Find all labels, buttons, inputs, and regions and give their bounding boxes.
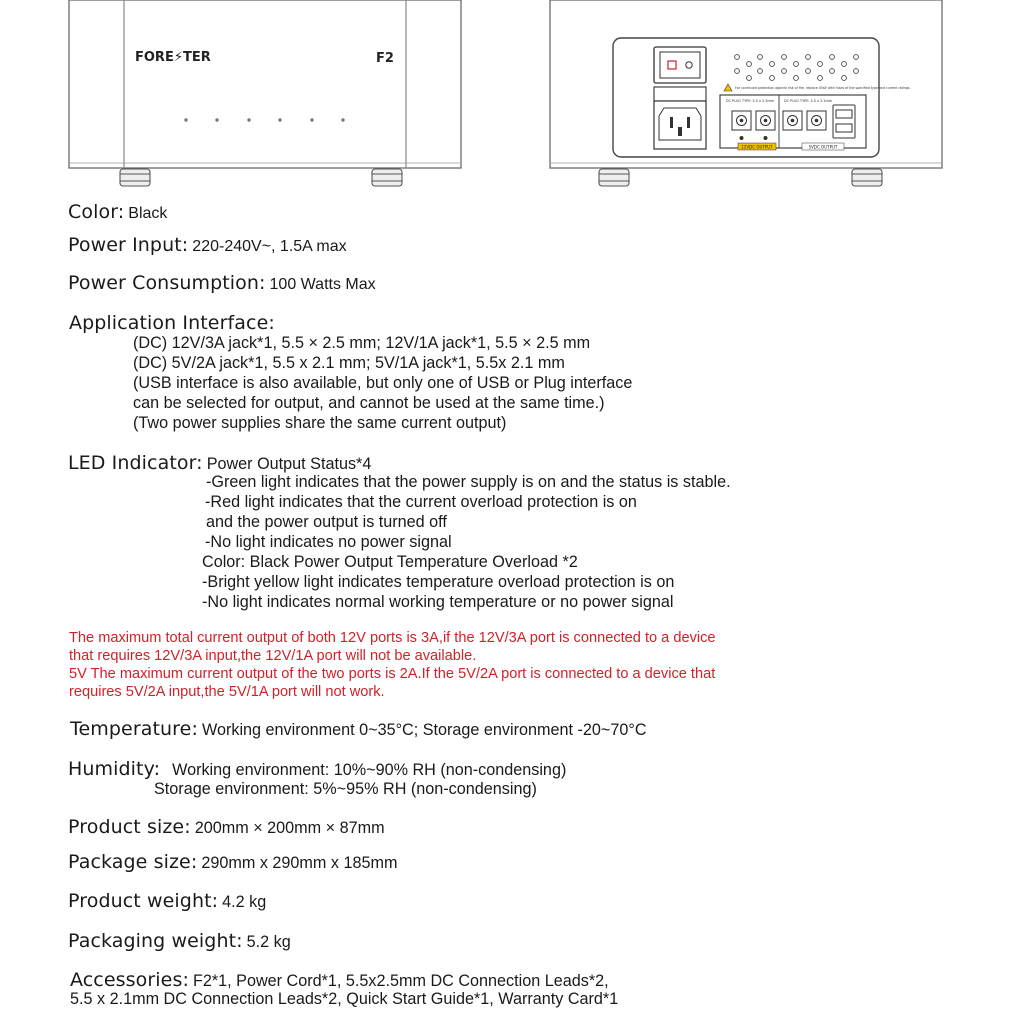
foot-right [852,169,882,186]
led-line: -No light indicates no power signal [205,533,452,551]
interface-line: (Two power supplies share the same current output) [133,414,507,432]
spec-label: Power Input: [68,234,189,256]
spec-value: Power Output Status*4 [206,455,372,473]
led-line: Color: Black Power Output Temperature Overload *2 [202,553,578,571]
spec-product-size [68,816,385,838]
foot-left [599,169,629,186]
current-note-line: The maximum total current output of both 12V ports is 3A,if the 12V/3A port is connected to a device [69,630,716,646]
spec-product-weight [68,890,266,912]
led-line: and the power output is turned off [206,513,447,531]
current-note-line: 5V The maximum current output of the two ports is 2A.If the 5V/2A port is connected to a device that [69,666,716,682]
spec-label: Humidity: [68,758,161,780]
spec-value: 290mm x 290mm x 185mm [201,854,398,872]
spec-power-consumption [68,272,376,294]
dc-plug-type-12v: DC PLUG TYPE: 5.5 x 2.5mm [726,99,775,103]
spec-value: 100 Watts Max [269,276,376,293]
spec-packaging-weight [68,930,291,952]
spec-value: 220-240V~, 1.5A max [192,238,347,255]
model-label: F2 [376,51,394,66]
fuse-warning-text: For continued protection against risk of fire, replace ONLY with fuses of the specified type and current ratings. [735,86,911,90]
foot-right [372,169,402,186]
label-5vdc-output: 5VDC OUTPUT [808,144,838,150]
spec-label: Product weight: [68,890,219,912]
spec-label: Color: [68,201,125,223]
interface-line: (USB interface is also available, but only one of USB or Plug interface [133,374,633,392]
interface-line: (DC) 12V/3A jack*1, 5.5 × 2.5 mm; 12V/1A jack*1, 5.5 × 2.5 mm [133,334,591,352]
current-note-line: requires 5V/2A input,the 5V/1A port will not work. [69,684,385,700]
led-line: -Green light indicates that the power supply is on and the status is stable. [206,473,731,491]
spec-value: F2*1, Power Cord*1, 5.5x2.5mm DC Connection Leads*2, [192,972,609,990]
current-note-line: that requires 12V/3A input,the 12V/1A port will not be available. [69,648,477,664]
svg-text:FORE⚡TER [135,50,211,65]
spec-label: Power Consumption: [68,272,266,294]
spec-temperature [70,718,647,740]
spec-label: Temperature: [70,718,198,740]
humidity-line: Storage environment: 5%~95% RH (non-condensing) [154,780,537,798]
spec-value: Working environment: 10%~90% RH (non-condensing) [172,761,567,779]
spec-color [68,201,167,223]
power-switch-icon [654,47,706,83]
led-line: -No light indicates normal working temperature or no power signal [202,593,674,611]
spec-led-indicator [68,452,371,474]
interface-line: can be selected for output, and cannot be used at the same time.) [133,394,605,412]
led-line: -Bright yellow light indicates temperature overload protection is on [202,573,675,591]
interface-line: (DC) 5V/2A jack*1, 5.5 x 2.1 mm; 5V/1A jack*1, 5.5x 2.1 mm [133,354,565,372]
label-12vdc-output: 12VDC OUTPUT [741,144,773,150]
spec-power-input [68,234,347,256]
spec-value: 5.2 kg [246,933,291,951]
spec-package-size [68,851,397,873]
spec-label: Accessories: [70,969,189,991]
spec-value: Working environment 0~35°C; Storage environment -20~70°C [201,721,647,739]
spec-accessories [70,969,609,991]
spec-label: Packaging weight: [68,930,243,952]
spec-value: 200mm × 200mm × 87mm [194,819,385,837]
foot-left [120,169,150,186]
accessories-line: 5.5 x 2.1mm DC Connection Leads*2, Quick Start Guide*1, Warranty Card*1 [70,990,619,1008]
spec-label: Product size: [68,816,191,838]
spec-label: Application Interface: [69,312,275,334]
usb-port-icon [833,105,855,138]
brand-logo-prefix: FORE [135,50,174,65]
led-line: -Red light indicates that the current overload protection is on [205,493,637,511]
brand-logo-suffix: TER [182,50,211,65]
spec-label: LED Indicator: [68,452,203,474]
spec-application-interface [69,312,275,334]
ac-inlet-icon [654,87,706,149]
dc-plug-type-5v: DC PLUG TYPE: 5.5 x 2.1mm [784,99,833,103]
front-panel-illustration [66,0,466,195]
spec-label: Package size: [68,851,198,873]
rear-panel-illustration [546,0,946,195]
spec-value: Black [128,205,168,222]
bolt-icon: ⚡ [173,50,183,65]
spec-value: 4.2 kg [222,893,267,911]
spec-humidity [68,758,566,780]
